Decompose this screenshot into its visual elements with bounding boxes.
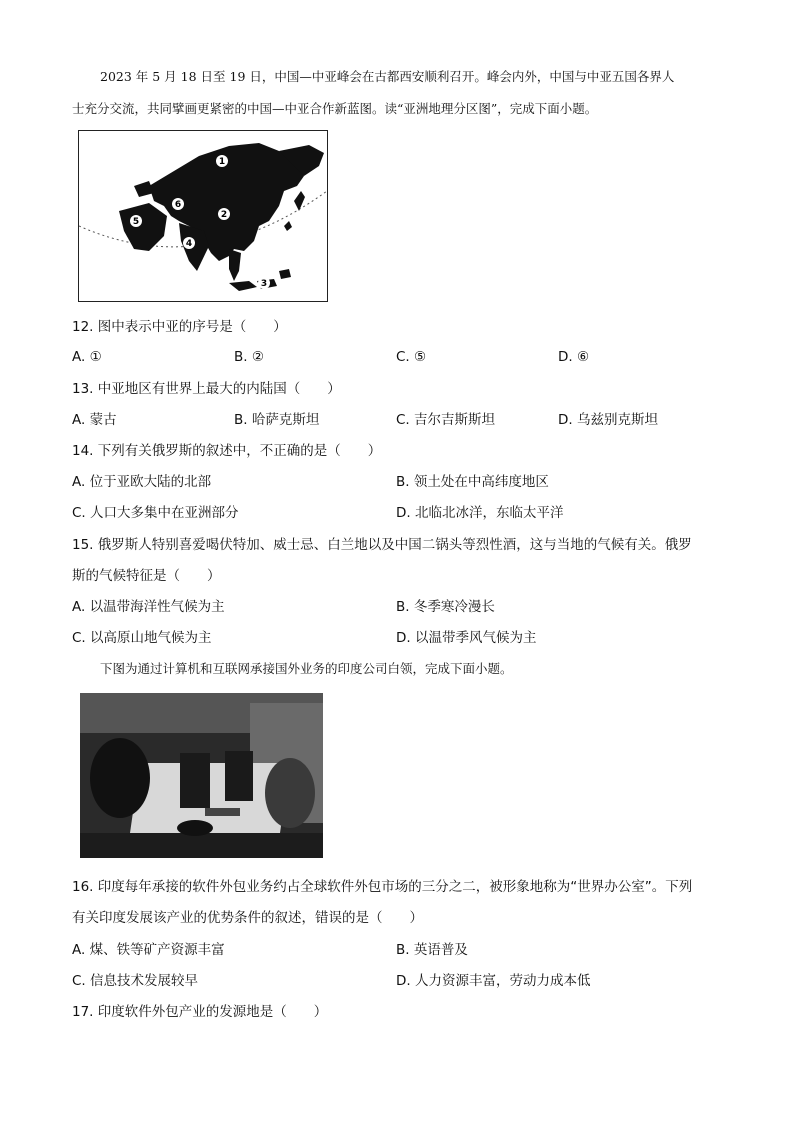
q16-option-a[interactable]: A. 煤、铁等矿产资源丰富 xyxy=(72,942,225,958)
q14-option-a[interactable]: A. 位于亚欧大陆的北部 xyxy=(72,474,212,490)
q16-option-b[interactable]: B. 英语普及 xyxy=(396,942,468,958)
q13-option-c[interactable]: C. 吉尔吉斯斯坦 xyxy=(396,412,496,428)
q12-stem: 12. 图中表示中亚的序号是（ ） xyxy=(72,319,287,335)
q13-option-d[interactable]: D. 乌兹别克斯坦 xyxy=(558,412,658,428)
q15-option-b[interactable]: B. 冬季寒冷漫长 xyxy=(396,599,495,615)
q16-stem-line-1: 16. 印度每年承接的软件外包业务约占全球软件外包市场的三分之二，被形象地称为“世界办公室”。下列 xyxy=(72,879,693,895)
q14-option-d[interactable]: D. 北临北冰洋，东临太平洋 xyxy=(396,505,564,521)
q15-option-c[interactable]: C. 以高原山地气候为主 xyxy=(72,630,212,646)
intro-line-1: 2023 年 5 月 18 日至 19 日，中国—中亚峰会在古都西安顺利召开。峰会内外，中国与中亚五国各界人 xyxy=(100,69,675,84)
map-label-4: 4 xyxy=(185,239,193,249)
map-label-1: 1 xyxy=(218,157,226,167)
office-photo xyxy=(80,693,323,858)
office-photo-drawing xyxy=(80,693,323,858)
q16-stem-line-2: 有关印度发展该产业的优势条件的叙述，错误的是（ ） xyxy=(72,910,423,926)
map-label-5: 5 xyxy=(132,217,140,227)
asia-map-drawing xyxy=(79,131,327,301)
asia-region-map xyxy=(78,130,328,302)
q15-stem-line-2: 斯的气候特征是（ ） xyxy=(72,568,221,584)
map-label-3: 3 xyxy=(260,279,268,289)
map-label-2: 2 xyxy=(220,210,228,220)
q14-stem: 14. 下列有关俄罗斯的叙述中，不正确的是（ ） xyxy=(72,443,382,459)
q14-option-b[interactable]: B. 领土处在中高纬度地区 xyxy=(396,474,549,490)
q15-stem-line-1: 15. 俄罗斯人特别喜爱喝伏特加、威士忌、白兰地以及中国二锅头等烈性酒，这与当地的气候有关。俄罗 xyxy=(72,537,692,553)
q16-option-c[interactable]: C. 信息技术发展较早 xyxy=(72,973,199,989)
q12-option-d[interactable]: D. ⑥ xyxy=(558,349,590,365)
q15-option-a[interactable]: A. 以温带海洋性气候为主 xyxy=(72,599,225,615)
q13-option-b[interactable]: B. 哈萨克斯坦 xyxy=(234,412,320,428)
q13-stem: 13. 中亚地区有世界上最大的内陆国（ ） xyxy=(72,381,341,397)
q12-option-c[interactable]: C. ⑤ xyxy=(396,349,427,365)
q12-option-b[interactable]: B. ② xyxy=(234,349,264,365)
q12-option-a[interactable]: A. ① xyxy=(72,349,102,365)
q13-option-a[interactable]: A. 蒙古 xyxy=(72,412,117,428)
q16-option-d[interactable]: D. 人力资源丰富，劳动力成本低 xyxy=(396,973,591,989)
q17-stem: 17. 印度软件外包产业的发源地是（ ） xyxy=(72,1004,328,1020)
q15-option-d[interactable]: D. 以温带季风气候为主 xyxy=(396,630,537,646)
map-label-6: 6 xyxy=(174,200,182,210)
intro-line-2: 士充分交流，共同擘画更紧密的中国—中亚合作新蓝图。读“亚洲地理分区图”，完成下面小题。 xyxy=(72,101,598,116)
intro-2: 下图为通过计算机和互联网承接国外业务的印度公司白领，完成下面小题。 xyxy=(100,661,513,676)
q14-option-c[interactable]: C. 人口大多集中在亚洲部分 xyxy=(72,505,239,521)
